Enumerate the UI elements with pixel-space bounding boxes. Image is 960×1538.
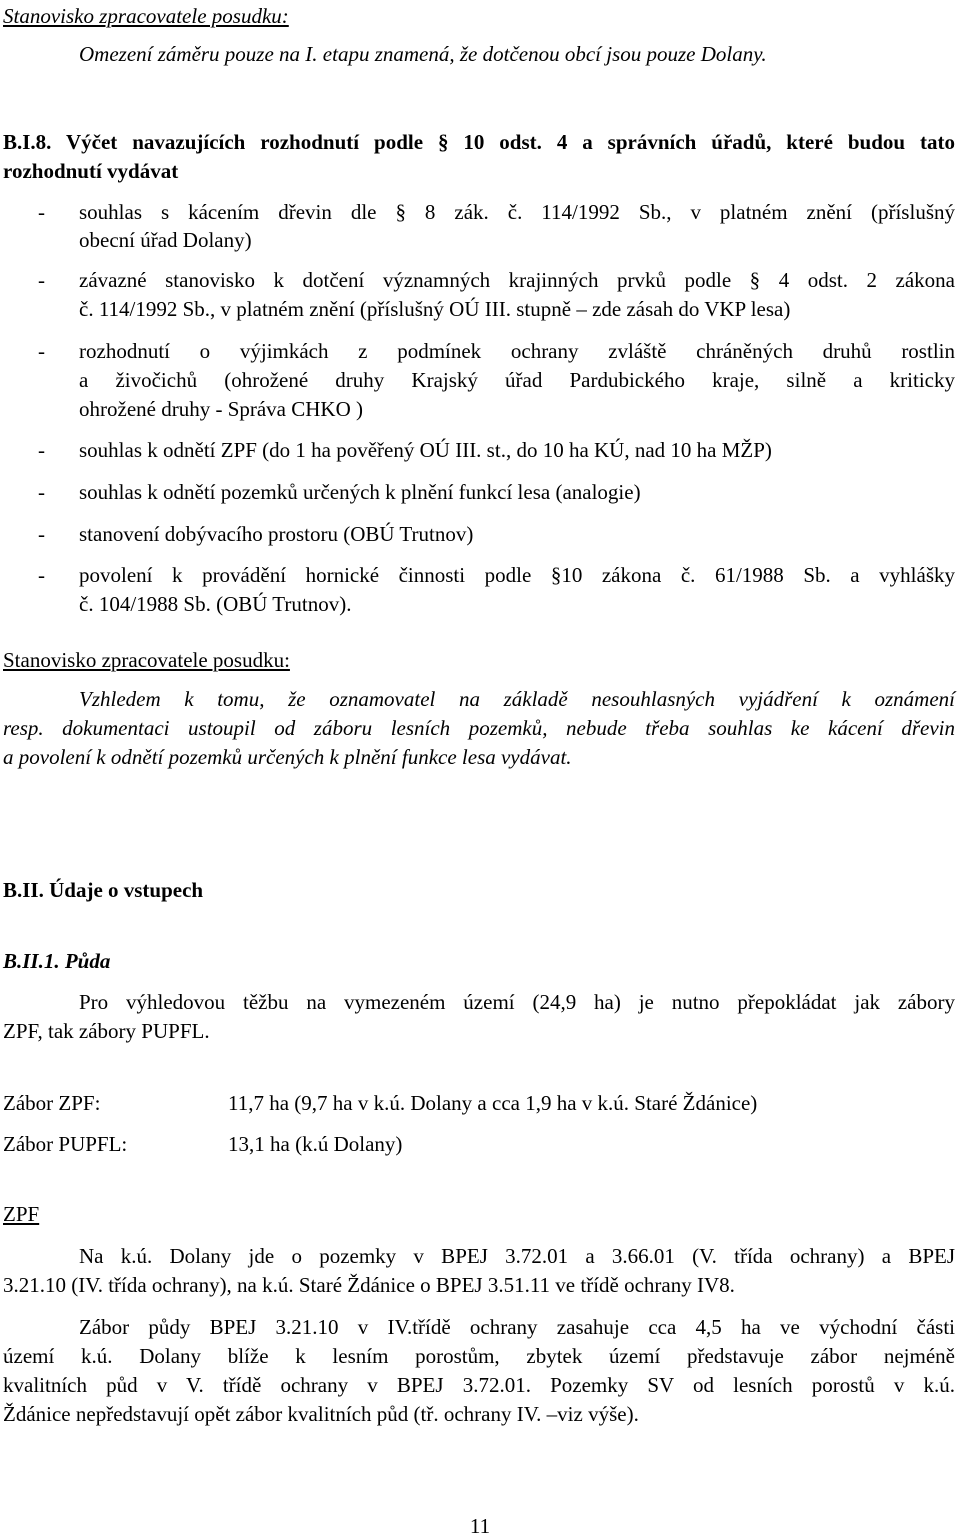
list-dash: - (38, 522, 45, 546)
list-dash: - (38, 480, 45, 504)
section-heading-stanovisko-2: Stanovisko zpracovatele posudku: (3, 648, 290, 672)
zabor-zpf-label: Zábor ZPF: (3, 1091, 101, 1115)
list-item-line: stanovení dobývacího prostoru (OBÚ Trutnov) (79, 522, 474, 546)
zpf-para1-line: Na k.ú. Dolany jde o pozemky v BPEJ 3.72.01 a 3.66.01 (V. třída ochrany) a BPEJ (79, 1244, 955, 1268)
zpf-para1-line: 3.21.10 (IV. třída ochrany), na k.ú. Staré Ždánice o BPEJ 3.51.11 ve třídě ochrany IV8. (3, 1273, 735, 1297)
list-item-line: a živočichů (ohrožené druhy Krajský úřad Pardubického kraje, silně a kriticky (79, 368, 955, 392)
stanovisko-2-line: Vzhledem k tomu, že oznamovatel na základě nesouhlasných vyjádření k oznámení (79, 687, 955, 711)
list-item-line: povolení k provádění hornické činnosti podle §10 zákona č. 61/1988 Sb. a vyhlášky (79, 563, 955, 587)
list-item-line: souhlas k odnětí ZPF (do 1 ha pověřený OÚ III. st., do 10 ha KÚ, nad 10 ha MŽP) (79, 438, 772, 462)
list-dash: - (38, 563, 45, 587)
bii1-heading: B.II.1. Půda (3, 949, 111, 973)
zabor-zpf-value: 11,7 ha (9,7 ha v k.ú. Dolany a cca 1,9 ha v k.ú. Staré Ždánice) (228, 1091, 758, 1115)
list-item-line: ohrožené druhy - Správa CHKO ) (79, 397, 364, 421)
bii1-intro-line: Pro výhledovou těžbu na vymezeném území (24,9 ha) je nutno přepokládat jak zábory (79, 990, 955, 1014)
list-dash: - (38, 339, 45, 363)
b18-heading-line1: B.I.8. Výčet navazujících rozhodnutí podle § 10 odst. 4 a správních úřadů, které budou tato (3, 130, 955, 154)
zpf-heading: ZPF (3, 1202, 40, 1226)
list-item-line: závazné stanovisko k dotčení významných krajinných prvků podle § 4 odst. 2 zákona (79, 268, 955, 292)
zpf-para2-line: území k.ú. Dolany blíže k lesním porostům, zbytek území představuje zábor nejméně (3, 1344, 955, 1368)
zpf-para2-line: Zábor půdy BPEJ 3.21.10 v IV.třídě ochrany zasahuje cca 4,5 ha ve východní části (79, 1315, 955, 1339)
zabor-pupfl-label: Zábor PUPFL: (3, 1132, 128, 1156)
bii-heading: B.II. Údaje o vstupech (3, 878, 204, 902)
zpf-para2-line: kvalitních půd v V. třídě ochrany v BPEJ 3.72.01. Pozemky SV od lesních porostů v k.ú. (3, 1373, 955, 1397)
section-heading-stanovisko-1: Stanovisko zpracovatele posudku: (3, 4, 289, 28)
zabor-pupfl-value: 13,1 ha (k.ú Dolany) (228, 1132, 403, 1156)
list-item-line: souhlas s kácením dřevin dle § 8 zák. č. 114/1992 Sb., v platném znění (příslušný (79, 200, 955, 224)
page-number: 11 (469, 1514, 491, 1538)
zpf-para2-line: Ždánice nepředstavují opět zábor kvalitních půd (tř. ochrany IV. –viz výše). (3, 1402, 639, 1426)
stanovisko-2-line: a povolení k odnětí pozemků určených k plnění funkce lesa vydávat. (3, 745, 572, 769)
list-dash: - (38, 200, 45, 224)
stanovisko-1-text: Omezení záměru pouze na I. etapu znamená, že dotčenou obcí jsou pouze Dolany. (79, 42, 767, 66)
bii1-intro-line: ZPF, tak zábory PUPFL. (3, 1019, 210, 1043)
list-item-line: obecní úřad Dolany) (79, 228, 252, 252)
list-dash: - (38, 438, 45, 462)
b18-heading-line2: rozhodnutí vydávat (3, 159, 179, 183)
stanovisko-2-line: resp. dokumentaci ustoupil od záboru lesních pozemků, nebude třeba souhlas ke kácení dřevin (3, 716, 955, 740)
list-item-line: rozhodnutí o výjimkách z podmínek ochrany zvláště chráněných druhů rostlin (79, 339, 955, 363)
list-item-line: č. 114/1992 Sb., v platném znění (příslušný OÚ III. stupně – zde zásah do VKP lesa) (79, 297, 791, 321)
list-item-line: souhlas k odnětí pozemků určených k plnění funkcí lesa (analogie) (79, 480, 641, 504)
list-item-line: č. 104/1988 Sb. (OBÚ Trutnov). (79, 592, 352, 616)
list-dash: - (38, 268, 45, 292)
